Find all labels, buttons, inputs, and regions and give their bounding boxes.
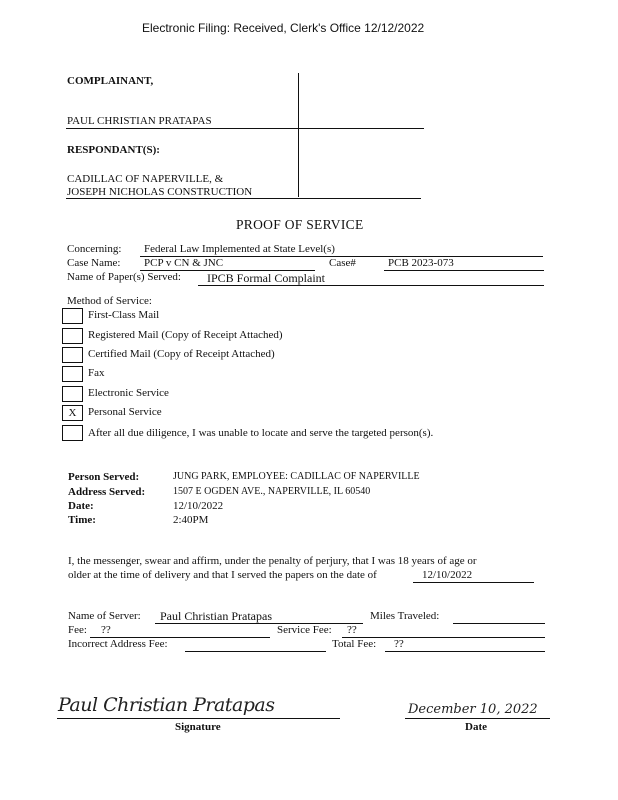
option-personal-service: Personal Service (88, 406, 162, 418)
respondent-line-2: JOSEPH NICHOLAS CONSTRUCTION (67, 186, 253, 198)
option-registered-mail: Registered Mail (Copy of Receipt Attached) (88, 329, 283, 341)
total-fee-value: ?? (394, 638, 404, 650)
filing-header: Electronic Filing: Received, Clerk's Office 12/12/2022 (142, 21, 425, 35)
service-fee-label: Service Fee: (277, 624, 332, 636)
miles-underline (453, 623, 545, 624)
checkbox-first-class-mail[interactable] (62, 308, 83, 324)
concerning-label: Concerning: (67, 243, 122, 255)
signature-line (57, 718, 340, 719)
date-served-label: Date: (68, 500, 94, 512)
complainant-label: COMPLAINANT, (67, 75, 154, 87)
date-line (405, 718, 550, 719)
affirmation-date: 12/10/2022 (422, 569, 473, 581)
time-served-value: 2:40PM (173, 514, 209, 526)
method-label: Method of Service: (67, 295, 152, 307)
document-title: PROOF OF SERVICE (236, 217, 364, 232)
respondent-line-1: CADILLAC OF NAPERVILLE, & (67, 173, 224, 185)
option-certified-mail: Certified Mail (Copy of Receipt Attached) (88, 348, 275, 360)
person-served-value: JUNG PARK, EMPLOYEE: CADILLAC OF NAPERVILLE (173, 471, 420, 482)
papers-label: Name of Paper(s) Served: (67, 271, 181, 283)
checkbox-unable-to-serve[interactable] (62, 425, 83, 441)
address-served-label: Address Served: (68, 486, 146, 498)
signature-label: Signature (175, 721, 221, 733)
case-number-value: PCB 2023-073 (388, 257, 454, 269)
incorrect-address-fee-label: Incorrect Address Fee: (68, 638, 168, 650)
affirmation-line-2: older at the time of delivery and that I served the papers on the date of (68, 569, 377, 581)
server-name-value: Paul Christian Pratapas (160, 609, 272, 623)
papers-underline (198, 285, 544, 286)
caption-divider (298, 73, 299, 197)
complainant-name: PAUL CHRISTIAN PRATAPAS (67, 115, 212, 127)
date-served-value: 12/10/2022 (173, 500, 224, 512)
miles-label: Miles Traveled: (370, 610, 440, 622)
complainant-underline (66, 128, 424, 129)
person-served-label: Person Served: (68, 471, 140, 483)
papers-value: IPCB Formal Complaint (207, 271, 326, 285)
option-electronic-service: Electronic Service (88, 387, 169, 399)
respondent-underline (66, 198, 421, 199)
case-number-label: Case# (329, 257, 356, 269)
time-served-label: Time: (68, 514, 96, 526)
checkbox-personal-service[interactable]: X (62, 405, 83, 421)
option-unable-to-serve: After all due diligence, I was unable to locate and serve the targeted person(s). (88, 427, 434, 439)
option-fax: Fax (88, 367, 105, 379)
date-label: Date (465, 721, 487, 733)
case-name-value: PCP v CN & JNC (144, 257, 224, 269)
checkbox-electronic-service[interactable] (62, 386, 83, 402)
date-script: December 10, 2022 (408, 702, 538, 717)
affirmation-line-1: I, the messenger, swear and affirm, under the penalty of perjury, that I was 18 years of age or (68, 555, 477, 567)
signature-script: Paul Christian Pratapas (58, 694, 275, 716)
checkbox-registered-mail[interactable] (62, 328, 83, 344)
case-name-label: Case Name: (67, 257, 121, 269)
option-first-class-mail: First-Class Mail (88, 309, 160, 321)
case-number-underline (384, 270, 544, 271)
respondent-label: RESPONDANT(S): (67, 144, 160, 156)
fee-label: Fee: (68, 624, 87, 636)
total-fee-underline (385, 651, 545, 652)
server-name-underline (155, 623, 363, 624)
incorrect-address-fee-underline (185, 651, 326, 652)
affirmation-date-underline (413, 582, 534, 583)
service-fee-value: ?? (347, 624, 357, 636)
total-fee-label: Total Fee: (332, 638, 377, 650)
address-served-value: 1507 E OGDEN AVE., NAPERVILLE, IL 60540 (173, 486, 371, 497)
fee-value: ?? (101, 624, 111, 636)
concerning-value: Federal Law Implemented at State Level(s) (144, 243, 335, 255)
server-name-label: Name of Server: (68, 610, 141, 622)
checkbox-certified-mail[interactable] (62, 347, 83, 363)
checkbox-fax[interactable] (62, 366, 83, 382)
